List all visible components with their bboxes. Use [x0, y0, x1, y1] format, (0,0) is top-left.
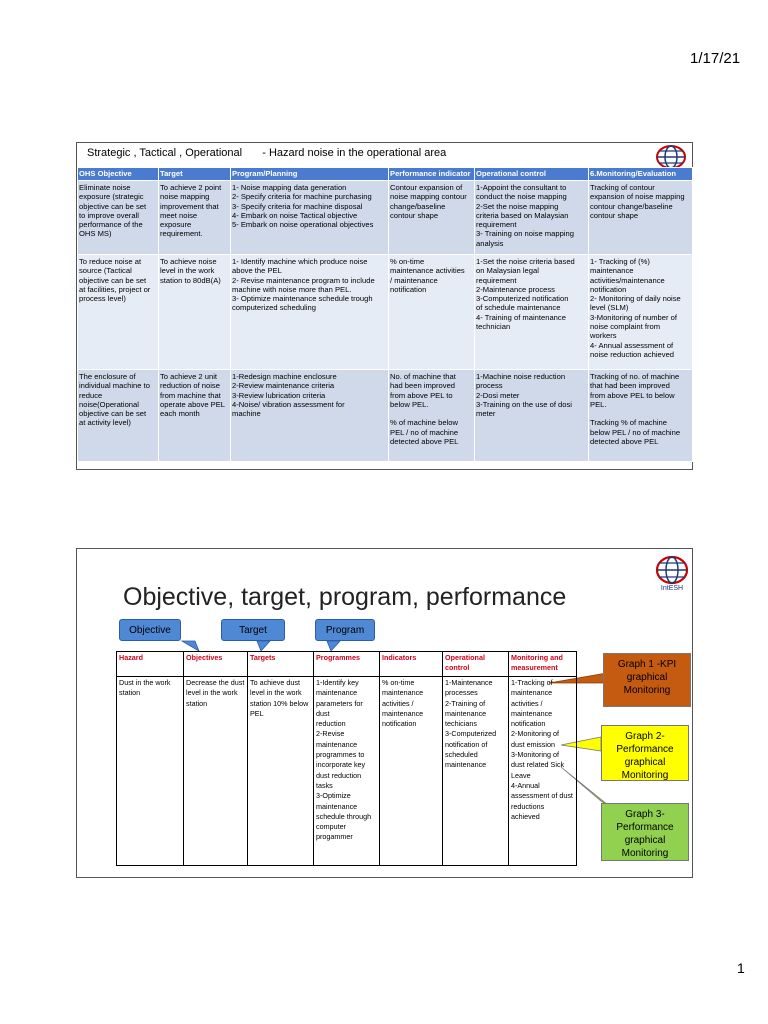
table-cell: No. of machine that had been improved from above PEL to below PEL. % of machine below PEL / no of machine detected above PEL [389, 370, 475, 462]
objective-levels-label: Strategic , Tactical , Operational [87, 147, 243, 159]
column-header: Target [159, 168, 231, 181]
table-cell: 1-Maintenance processes 2-Training of maintenance techicians 3-Computerized notification of scheduled maintenance [443, 677, 509, 866]
table-cell: Eliminate noise exposure (strategic objective can be set to improve overall performance of the OHS MS) [78, 181, 159, 255]
column-header: 6.Monitoring/Evaluation [589, 168, 693, 181]
dust-hazard-table [116, 651, 577, 866]
table-cell: To achieve noise level in the work station to 80dB(A) [159, 255, 231, 370]
column-header: Operational control [475, 168, 589, 181]
column-header: OHS Objective [78, 168, 159, 181]
table-cell: 1-Machine noise reduction process 2-Dosi meter 3-Training on the use of dosi meter [475, 370, 589, 462]
column-header: Programmes [314, 652, 380, 677]
table-cell: % on-time maintenance activities / maintenance notification [380, 677, 443, 866]
graph-2-performance-box: Graph 2- Performance graphical Monitoring [601, 725, 689, 781]
ohs-objective-table [77, 167, 693, 462]
table-row [78, 181, 693, 255]
slide-1-title [87, 147, 446, 159]
table-cell: To achieve 2 unit reduction of noise from machine that operate above PEL each month [159, 370, 231, 462]
slide-2-title: Objective, target, program, performance [123, 583, 567, 611]
table-cell: Dust in the work station [117, 677, 184, 866]
table-cell: 1- Tracking of (%) maintenance activities/maintenance notification 2- Monitoring of daily noise level (SLM) 3-Monitoring of number of noise complaint from workers 4- Annual assessment of noise reduction achieved [589, 255, 693, 370]
column-header: Objectives [184, 652, 248, 677]
table-cell: 1- Identify machine which produce noise above the PEL 2- Revise maintenance program to include machine with noise more than PEL. 3- Optimize maintenance schedule trough computerized scheduling [231, 255, 389, 370]
table-cell: 1-Tracking of maintenance activities / maintenance notification 2-Monitoring of dust emission 3-Monitoring of dust related Sick Leave 4-Annual assessment of dust reductions achieved [509, 677, 577, 866]
table-cell: 1-Appoint the consultant to conduct the noise mapping 2-Set the noise mapping criteria based on Malaysian requirement 3- Training on noise mapping analysis [475, 181, 589, 255]
table-row [78, 370, 693, 462]
table-header-row [78, 168, 693, 181]
column-header: Operational control [443, 652, 509, 677]
table-cell: Decrease the dust level in the work station [184, 677, 248, 866]
program-callout: Program [315, 619, 375, 641]
table-cell: Tracking of no. of machine that had been improved from above PEL to below PEL. Tracking % of machine below PEL / no of machine detected above PEL [589, 370, 693, 462]
table-cell: The enclosure of individual machine to reduce noise(Operational objective can be set at activity level) [78, 370, 159, 462]
table-cell: 1-Set the noise criteria based on Malaysian legal requirement 2-Maintenance process 3-Computerized notification of schedule maintenance 4- Training of maintenance technician [475, 255, 589, 370]
target-callout: Target [221, 619, 285, 641]
table-cell: 1- Noise mapping data generation 2- Specify criteria for machine purchasing 3- Specify criteria for machine disposal 4- Embark on noise Tactical objective 5- Embark on noise operational objectives [231, 181, 389, 255]
column-header: Monitoring and measurement [509, 652, 577, 677]
column-header: Hazard [117, 652, 184, 677]
table-cell: 1-Identify key maintenance parameters for dust reduction 2-Revise maintenance programmes to incorporate key dust reduction tasks 3-Optimize maintenance schedule through computer progammer [314, 677, 380, 866]
table-header-row [117, 652, 577, 677]
column-header: Indicators [380, 652, 443, 677]
graph-3-performance-box: Graph 3- Performance graphical Monitoring [601, 803, 689, 861]
column-header: Program/Planning [231, 168, 389, 181]
graph-1-kpi-box: Graph 1 -KPI graphical Monitoring [603, 653, 691, 707]
table-cell: Tracking of contour expansion of noise mapping contour change/baseline contour shape [589, 181, 693, 255]
table-cell: To achieve dust level in the work station 10% below PEL [248, 677, 314, 866]
objective-callout: Objective [119, 619, 181, 641]
page-number: 1 [737, 960, 745, 976]
logo-text: IntESH [660, 585, 684, 592]
table-row [78, 255, 693, 370]
table-cell: 1-Redesign machine enclosure 2-Review maintenance criteria 3-Review lubrication criteria 4-Noise/ vibration assessment for machine [231, 370, 389, 462]
slide-1 [76, 142, 693, 470]
table-cell: To reduce noise at source (Tactical objective can be set at facilities, project or process level) [78, 255, 159, 370]
hazard-title: - Hazard noise in the operational area [262, 147, 447, 159]
column-header: Performance indicator [389, 168, 475, 181]
table-row [117, 677, 577, 866]
date-header: 1/17/21 [690, 50, 741, 67]
table-cell: % on-time maintenance activities / maintenance notification [389, 255, 475, 370]
table-cell: To achieve 2 point noise mapping improvement that meet noise exposure requirement. [159, 181, 231, 255]
globe-logo-icon [655, 145, 687, 169]
table-cell: Contour expansion of noise mapping contour change/baseline contour shape [389, 181, 475, 255]
slide-2 [76, 548, 693, 878]
column-header: Targets [248, 652, 314, 677]
